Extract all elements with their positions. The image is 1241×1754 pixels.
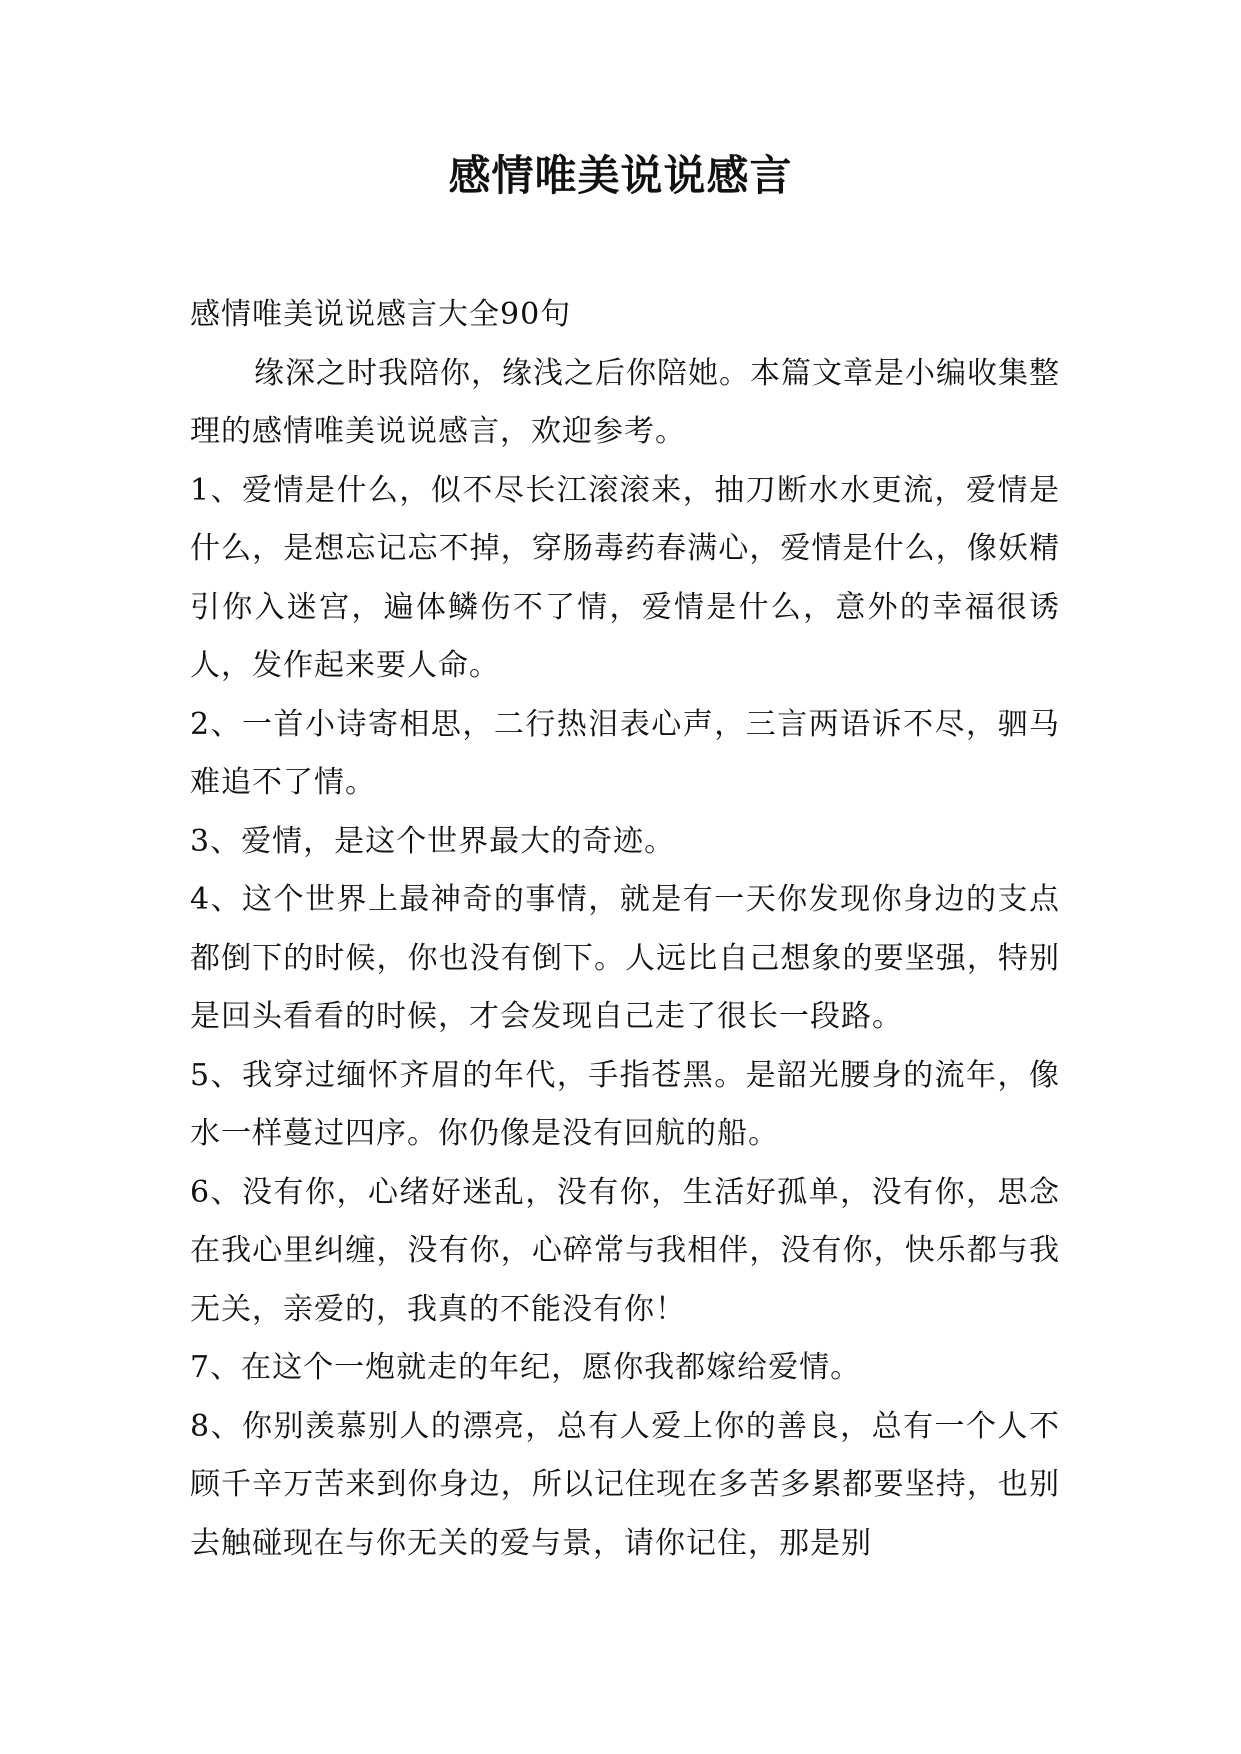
- document-title: 感情唯美说说感言: [448, 151, 793, 200]
- list-item: 6、没有你，心绪好迷乱，没有你，生活好孤单，没有你，思念在我心里纠缠，没有你，心碎常与我相伴，没有你，快乐都与我无关，亲爱的，我真的不能没有你！: [190, 1174, 1060, 1327]
- document-body: [190, 286, 1060, 1573]
- list-item: 3、爱情，是这个世界最大的奇迹。: [190, 823, 676, 859]
- intro-paragraph: 缘深之时我陪你，缘浅之后你陪她。本篇文章是小编收集整理的感情唯美说说感言，欢迎参考。: [190, 355, 1060, 449]
- list-item: 2、一首小诗寄相思，二行热泪表心声，三言两语诉不尽，驷马难追不了情。: [190, 706, 1060, 800]
- document-subtitle: 感情唯美说说感言大全90句: [190, 297, 572, 332]
- list-item: 5、我穿过缅怀齐眉的年代，手指苍黑。是韶光腰身的流年，像水一样蔓过四序。你仍像是没有回航的船。: [190, 1057, 1060, 1151]
- list-item: 1、爱情是什么，似不尽长江滚滚来，抽刀断水水更流，爱情是什么，是想忘记忘不掉，穿肠毒药春满心，爱情是什么，像妖精引你入迷宫，遍体鳞伤不了情，爱情是什么，意外的幸福很诱人，发作起来要人命。: [190, 472, 1060, 683]
- list-item: 8、你别羡慕别人的漂亮，总有人爱上你的善良，总有一个人不顾千辛万苦来到你身边，所以记住现在多苦多累都要坚持，也别去触碰现在与你无关的爱与景，请你记住，那是别: [190, 1408, 1060, 1561]
- list-item: 7、在这个一炮就走的年纪，愿你我都嫁给爱情。: [190, 1350, 862, 1385]
- list-item: 4、这个世界上最神奇的事情，就是有一天你发现你身边的支点都倒下的时候，你也没有倒下。人远比自己想象的要坚强，特别是回头看看的时候，才会发现自己走了很长一段路。: [190, 882, 1060, 1034]
